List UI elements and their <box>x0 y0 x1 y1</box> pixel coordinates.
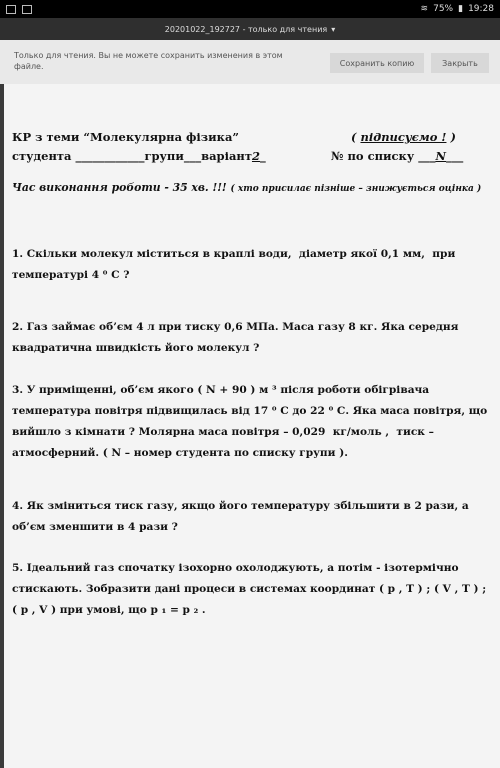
header-student-line: студента ____________групи___варіант2_ <box>12 149 266 163</box>
list-number-value: N <box>435 149 446 163</box>
close-button[interactable]: Закрыть <box>431 53 489 73</box>
status-bar <box>0 0 500 18</box>
question-3-text: 3. У приміщенні, об’єм якого ( N + 90 ) м ³ після роботи обігрівача температура повітря підвищилась від 17 ⁰ С до 22 ⁰ С. Яка маса повітря, що вийшло з кімнати ? Молярна маса повітря – 0,029 кг/моль , тиск – атмосферний. ( N – номер студента по списку групи ). <box>12 384 491 459</box>
battery-icon: ▮ <box>458 4 464 14</box>
question-2-text: 2. Газ займає об’єм 4 л при тиску 0,6 МПа. Маса газу 8 кг. Яка середня квадратична швидкість його молекул ? <box>12 321 463 354</box>
document-title: 20201022_192727 - только для чтения <box>164 24 328 34</box>
question-3 <box>12 380 494 464</box>
status-icons-left <box>6 5 32 14</box>
document-title-bar[interactable] <box>0 18 500 40</box>
list-number-label: № по списку <box>331 149 415 163</box>
battery-level: 75% <box>433 4 454 14</box>
question-4 <box>12 496 494 538</box>
header-title: КР з теми “Молекулярна фізика” <box>12 130 240 144</box>
question-1-text: 1. Скільки молекул міститься в краплі води, діаметр якої 0,1 мм, при температурі 4 ⁰ С ? <box>12 248 460 281</box>
time-note <box>12 181 481 194</box>
time-note-main: Час виконання роботи - 35 хв. !!! <box>12 181 227 194</box>
question-5 <box>12 558 494 621</box>
save-copy-button[interactable]: Сохранить копию <box>330 53 424 73</box>
header-sign-note <box>351 130 456 144</box>
wifi-icon: ≋ <box>420 4 429 14</box>
question-2 <box>12 317 494 359</box>
gallery-icon <box>22 5 32 14</box>
page-edge <box>0 84 4 768</box>
chevron-down-icon[interactable]: ▾ <box>331 24 336 34</box>
variant-value: 2 <box>251 149 260 163</box>
clock: 19:28 <box>468 4 494 14</box>
sign-note-text: підписуємо ! <box>360 130 447 144</box>
status-icons-right <box>421 4 494 14</box>
question-1 <box>12 244 494 286</box>
sign-note-open: ( <box>351 130 357 144</box>
read-only-message: Только для чтения. Вы не можете сохранить изменения в этом файле. <box>14 51 283 71</box>
student-group-variant: студента ____________групи___варіант <box>12 149 252 163</box>
question-4-text: 4. Як зміниться тиск газу, якщо його температуру збільшити в 2 рази, а об’єм зменшити в 4 рази ? <box>12 500 473 533</box>
question-5-text: 5. Ідеальний газ спочатку ізохорно охолоджують, а потім - ізотермічно стискають. Зобразити дані процеси в системах координат ( р , Т ) ; ( V , Т ) ; ( р , V ) при умові, що р ₁ = р ₂ . <box>12 562 494 616</box>
time-note-penalty: ( хто присилає пізніше – знижується оцінка ) <box>230 184 482 194</box>
read-only-info-bar <box>0 40 500 84</box>
notification-icon <box>6 5 16 14</box>
document-page[interactable] <box>0 84 500 768</box>
header-list-number: № по списку ___N___ <box>331 149 464 163</box>
sign-note-close: ) <box>450 130 456 144</box>
